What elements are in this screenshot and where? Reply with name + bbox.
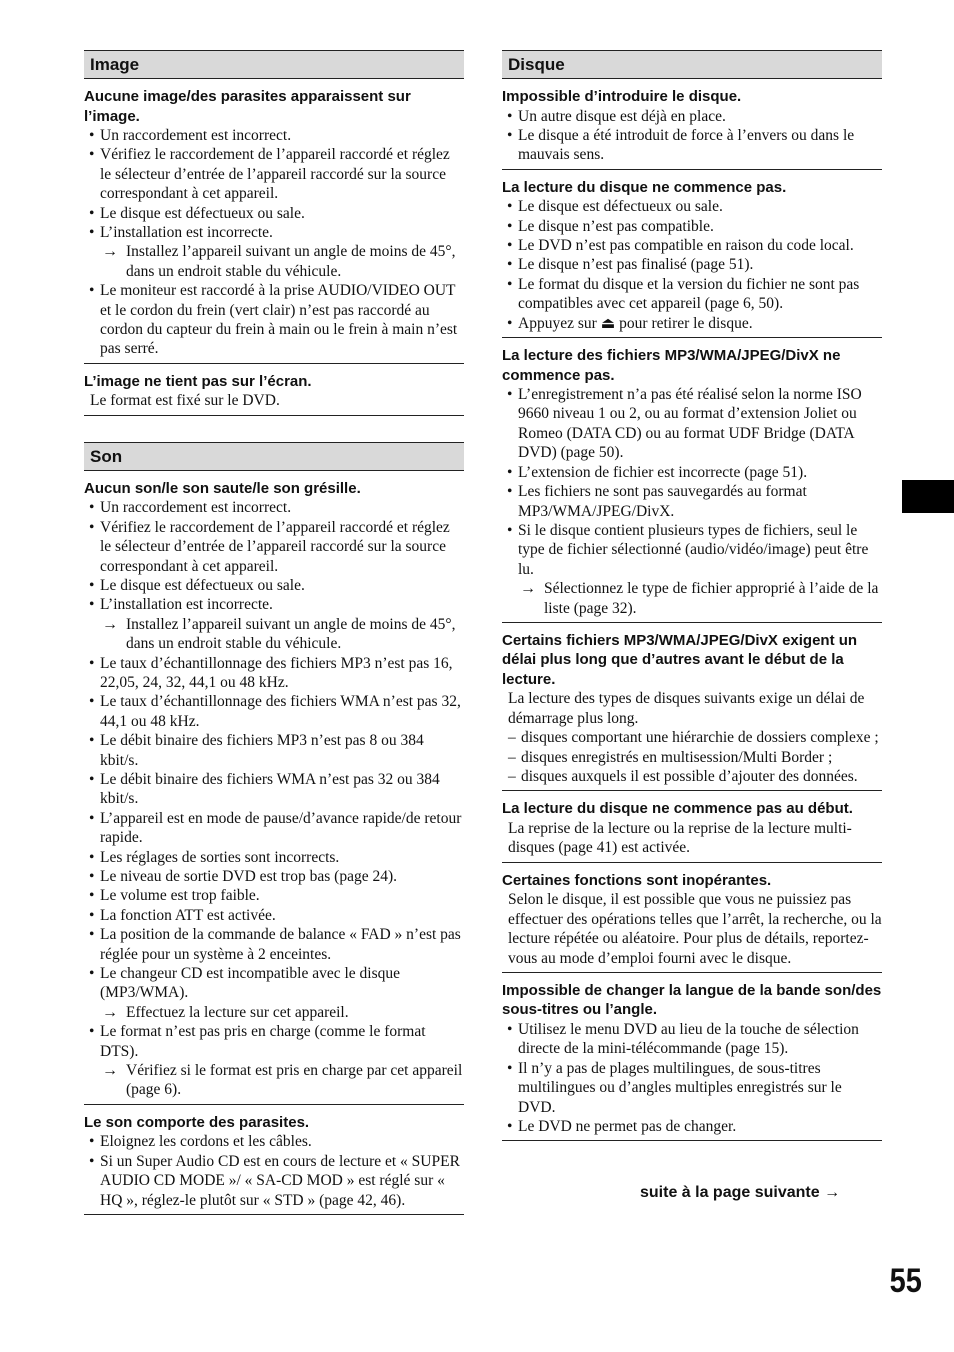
remedy-item: → Vérifiez si le format est pris en charge par cet appareil (page 6).	[84, 1061, 464, 1100]
cause-item: • L’appareil est en mode de pause/d’avance rapide/de retour rapide.	[84, 809, 464, 848]
cause-item: • L’enregistrement n’a pas été réalisé selon la norme ISO 9660 niveau 1 ou 2, ou au format d’extension Joliet ou Romeo (DATA CD) ou au format UDF Bridge (DATA DVD) (page 50).	[502, 385, 882, 463]
cause-list	[502, 890, 882, 968]
cause-item: • Le disque a été introduit de force à l’envers ou dans le mauvais sens.	[502, 126, 882, 165]
cause-item: • Les réglages de sorties sont incorrects.	[84, 848, 464, 867]
troubleshooting-entry	[502, 79, 882, 170]
cause-item: • L’extension de fichier est incorrecte (page 51).	[502, 463, 882, 482]
cause-item: • Le moniteur est raccordé à la prise AUDIO/VIDEO OUT et le cordon du frein (vert clair) n’est pas raccordé au cordon du capteur du frein à main ou le frein à main n’est pas serré.	[84, 281, 464, 359]
cause-item: • Le taux d’échantillonnage des fichiers WMA n’est pas 32, 44,1 ou 48 kHz.	[84, 692, 464, 731]
cause-item: • Le DVD n’est pas compatible en raison du code local.	[502, 236, 882, 255]
problem-title: Impossible de changer la langue de la bande son/des sous-titres ou l’angle.	[502, 981, 882, 1019]
troubleshooting-entry	[502, 791, 882, 862]
cause-item: • Le taux d’échantillonnage des fichiers MP3 n’est pas 16, 22,05, 24, 32, 44,1 ou 48 kHz.	[84, 654, 464, 693]
cause-list	[84, 498, 464, 1100]
troubleshooting-entry	[502, 623, 882, 792]
right-column	[502, 50, 882, 1141]
troubleshooting-entry	[502, 863, 882, 973]
cause-item: • Le changeur CD est incompatible avec le disque (MP3/WMA).	[84, 964, 464, 1003]
explanation-text: Le format est fixé sur le DVD.	[90, 392, 280, 410]
problem-title: L’image ne tient pas sur l’écran.	[84, 372, 312, 390]
problem-title: Impossible d’introduire le disque.	[502, 88, 742, 105]
problem-title: Aucun son/le son saute/le son grésille.	[84, 479, 361, 497]
cause-item: • Un autre disque est déjà en place.	[502, 107, 882, 126]
cause-item: • L’installation est incorrecte.	[84, 223, 464, 242]
problem-title: La lecture des fichiers MP3/WMA/JPEG/DivX ne commence pas.	[502, 347, 841, 384]
problem-title: La lecture du disque ne commence pas.	[502, 178, 787, 196]
cause-item: • Utilisez le menu DVD au lieu de la touche de sélection directe de la mini-télécommande (page 15).	[502, 1020, 882, 1059]
cause-item: • Les fichiers ne sont pas sauvegardés au format MP3/WMA/JPEG/DivX.	[502, 482, 882, 521]
cause-list	[84, 1132, 464, 1210]
remedy-item: → Effectuez la lecture sur cet appareil.	[84, 1003, 464, 1022]
cause-item: • Vérifiez le raccordement de l’appareil raccordé et réglez le sélecteur d’entrée de l’appareil raccordé sur la source correspondant à cet appareil.	[84, 518, 464, 576]
cause-item: • La position de la commande de balance « FAD » n’est pas réglée pour un système à 2 enceintes.	[84, 925, 464, 964]
troubleshooting-entry	[502, 170, 882, 338]
cause-item: • Vérifiez le raccordement de l’appareil raccordé et réglez le sélecteur d’entrée de l’appareil raccordé sur la source correspondant à cet appareil.	[84, 145, 464, 203]
page-number: 55	[889, 1262, 922, 1300]
cause-list	[84, 391, 464, 410]
problem-title: Certains fichiers MP3/WMA/JPEG/DivX exigent un délai plus long que d’autres avant le début de la lecture.	[502, 631, 858, 688]
cause-item: • Le disque est défectueux ou sale.	[84, 576, 464, 595]
cause-list	[502, 1020, 882, 1136]
troubleshooting-entry	[84, 471, 464, 1105]
cause-item: • Si le disque contient plusieurs types de fichiers, seul le type de fichier sélectionné (audio/vidéo/image) peut être lu.	[502, 521, 882, 579]
troubleshooting-entry	[84, 79, 464, 364]
cause-list	[502, 107, 882, 165]
cause-item: • Le niveau de sortie DVD est trop bas (page 24).	[84, 867, 464, 886]
section-header: Disque	[502, 50, 882, 79]
cause-item: • Le format du disque et la version du fichier ne sont pas compatibles avec cet appareil (page 6, 50).	[502, 275, 882, 314]
section-header: Image	[84, 50, 464, 79]
dash-item: – disques auxquels il est possible d’ajouter des données.	[502, 767, 882, 786]
cause-item: • Si un Super Audio CD est en cours de lecture et « SUPER AUDIO CD MODE »/ « SA-CD MOD » est réglé sur « HQ », réglez-le plutôt sur « STD » (page 42, 46).	[84, 1152, 464, 1210]
remedy-item: → Sélectionnez le type de fichier approprié à l’aide de la liste (page 32).	[502, 579, 882, 618]
problem-title: La lecture du disque ne commence pas au début.	[502, 800, 853, 818]
cause-item: • Appuyez sur ⏏ pour retirer le disque.	[502, 314, 882, 333]
explanation-text: La lecture des types de disques suivants exige un délai de démarrage plus long.	[508, 690, 865, 727]
cause-list	[502, 385, 882, 618]
cause-item: • Un raccordement est incorrect.	[84, 126, 464, 145]
troubleshooting-entry	[502, 973, 882, 1141]
problem-title: Aucune image/des parasites apparaissent sur l’image.	[84, 88, 411, 125]
continue-note: suite à la page suivante →	[640, 1184, 841, 1201]
problem-title: Certaines fonctions sont inopérantes.	[502, 871, 772, 889]
cause-item: • Le disque n’est pas compatible.	[502, 217, 882, 236]
cause-list	[502, 689, 882, 786]
cause-item: • Un raccordement est incorrect.	[84, 498, 464, 517]
cause-item: • Il n’y a pas de plages multilingues, de sous-titres multilingues ou d’angles multiples enregistrés sur le DVD.	[502, 1059, 882, 1117]
cause-list	[502, 197, 882, 333]
cause-item: • Le débit binaire des fichiers MP3 n’est pas 8 ou 384 kbit/s.	[84, 731, 464, 770]
cause-item: • La fonction ATT est activée.	[84, 906, 464, 925]
dash-item: – disques enregistrés en multisession/Multi Border ;	[502, 748, 882, 767]
left-column	[84, 50, 464, 1215]
problem-title: Le son comporte des parasites.	[84, 1113, 310, 1131]
troubleshooting-entry	[84, 1105, 464, 1215]
cause-item: • Le disque n’est pas finalisé (page 51).	[502, 255, 882, 274]
dash-item: – disques comportant une hiérarchie de dossiers complexe ;	[502, 728, 882, 747]
explanation-text: Selon le disque, il est possible que vous ne puissiez pas effectuer des opérations telles que l’arrêt, la recherche, ou la lecture répétée ou aléatoire. Pour plus de détails, reportez-vous au mode d’emploi fourni avec le disque.	[508, 891, 882, 967]
cause-item: • Le format n’est pas pris en charge (comme le format DTS).	[84, 1022, 464, 1061]
remedy-item: → Installez l’appareil suivant un angle de moins de 45°, dans un endroit stable du véhicule.	[84, 242, 464, 281]
cause-item: • Le débit binaire des fichiers WMA n’est pas 32 ou 384 kbit/s.	[84, 770, 464, 809]
cause-item: • Eloignez les cordons et les câbles.	[84, 1132, 464, 1151]
cause-item: • Le volume est trop faible.	[84, 886, 464, 905]
cause-item: • Le DVD ne permet pas de changer.	[502, 1117, 882, 1136]
section-tab-marker	[902, 480, 954, 513]
section-header: Son	[84, 442, 464, 471]
troubleshooting-entry	[502, 338, 882, 623]
cause-list	[502, 819, 882, 858]
explanation-text: La reprise de la lecture ou la reprise de la lecture multi-disques (page 41) est activée.	[508, 819, 852, 857]
cause-item: • L’installation est incorrecte.	[84, 595, 464, 614]
cause-item: • Le disque est défectueux ou sale.	[502, 197, 882, 216]
cause-item: • Le disque est défectueux ou sale.	[84, 204, 464, 223]
remedy-item: → Installez l’appareil suivant un angle de moins de 45°, dans un endroit stable du véhicule.	[84, 615, 464, 654]
cause-list	[84, 126, 464, 359]
section-gap	[84, 416, 464, 442]
troubleshooting-entry	[84, 364, 464, 416]
